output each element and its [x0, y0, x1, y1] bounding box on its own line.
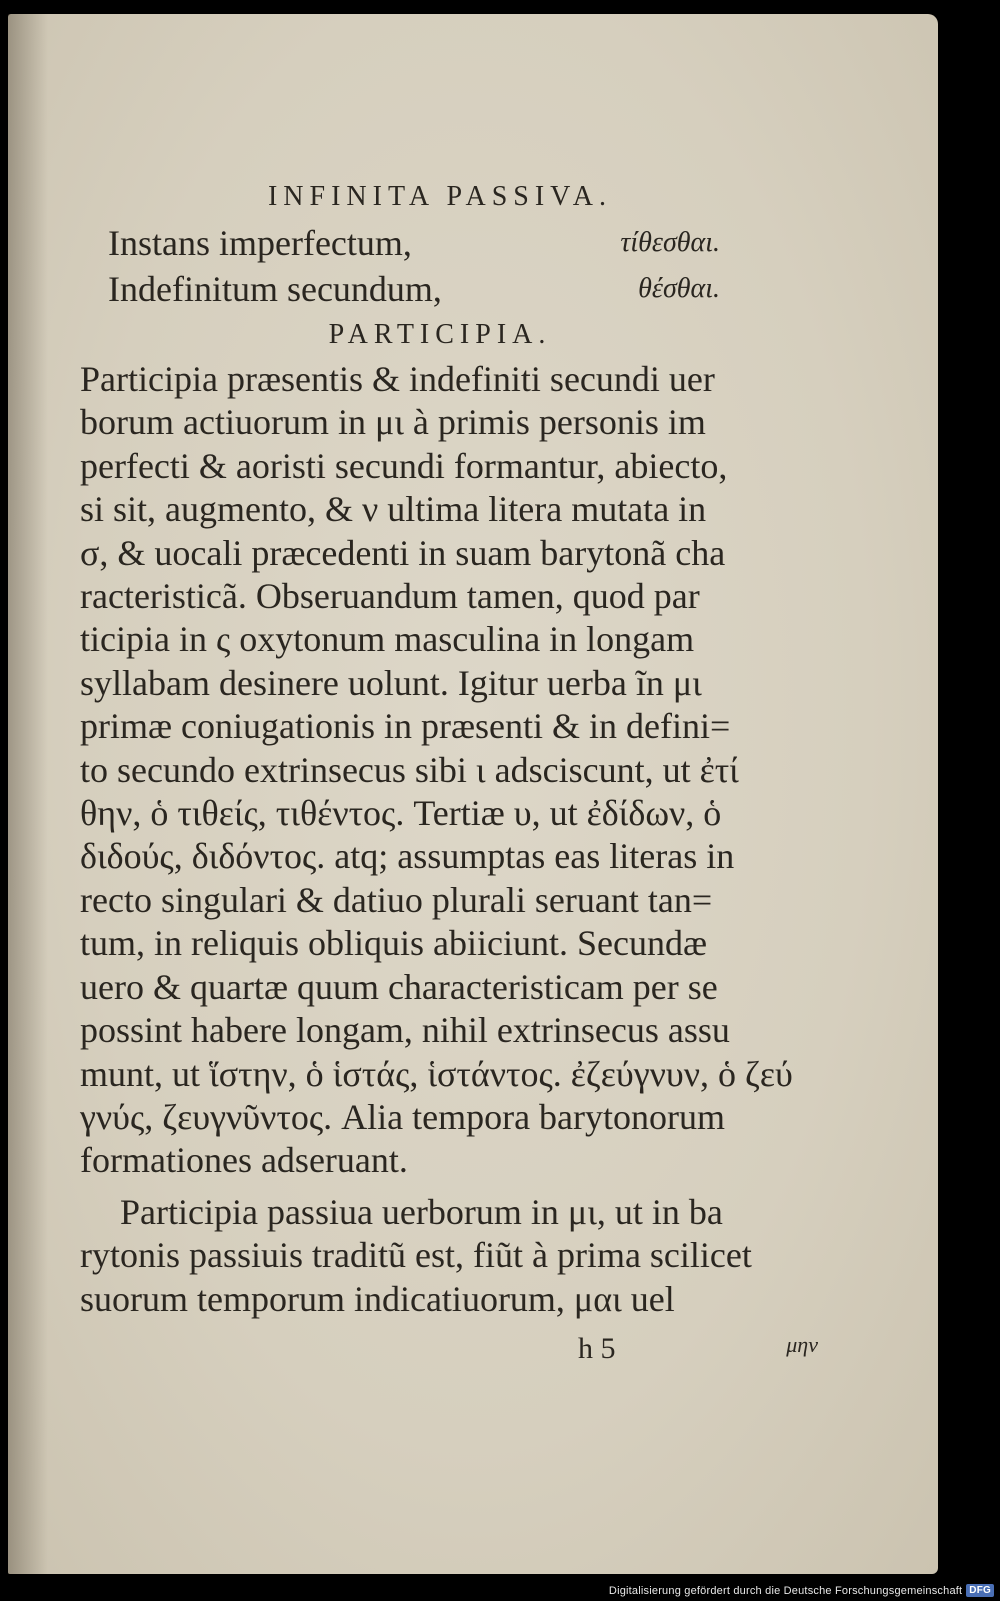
book-page: [8, 14, 938, 1574]
pair-latin: Indefinitum secundum,: [108, 269, 442, 309]
text-line: uero & quartæ quum characteristicam per se: [80, 966, 718, 1007]
digitization-credit: [609, 1584, 994, 1597]
text-line: διδούς, διδόντος. atq; assumptas eas literas in: [80, 836, 735, 877]
page-gutter-shadow: [8, 14, 48, 1574]
text-line: primæ coniugationis in præsenti & in defini=: [80, 706, 731, 747]
pair-latin: Instans imperfectum,: [108, 223, 412, 263]
text-line: γνύς, ζευγνῦντος. Alia tempora barytonorum: [80, 1096, 726, 1137]
pair-row-1: [80, 220, 800, 266]
text-line: possint habere longam, nihil extrinsecus assu: [80, 1010, 730, 1051]
text-line: munt, ut ἵστην, ὁ ἱστάς, ἱστάντος. ἐζεύγνυν, ὁ ζεύ: [80, 1053, 793, 1094]
text-line: racteristicã. Obseruandum tamen, quod par: [80, 576, 700, 617]
pair-row-2: [80, 266, 800, 312]
text-block: [80, 174, 800, 1321]
pair-greek: τίθεσθαι.: [620, 227, 720, 258]
text-line: borum actiuorum in μι à primis personis im: [80, 402, 706, 443]
pair-greek: θέσθαι.: [638, 273, 720, 304]
text-line: rytonis passiuis traditũ est, fiũt à prima scilicet: [80, 1235, 752, 1276]
text-line: tum, in reliquis obliquis abiiciunt. Secundæ: [80, 923, 707, 964]
text-line: suorum temporum indicatiuorum, μαι uel: [80, 1278, 675, 1319]
page-footer: [578, 1332, 818, 1366]
text-line: ticipia in ς oxytonum masculina in longam: [80, 619, 695, 660]
text-line: θην, ὁ τιθείς, τιθέντος. Tertiæ υ, ut ἐδίδων, ὁ: [80, 793, 722, 834]
text-line: syllabam desinere uolunt. Igitur uerba ĩn μι: [80, 662, 702, 703]
signature-mark: h 5: [578, 1332, 616, 1365]
text-line: Participia passiua uerborum in μι, ut in ba: [120, 1191, 723, 1232]
paragraph-2: [80, 1191, 800, 1321]
catchword: μην: [786, 1332, 818, 1357]
heading-participia: PARTICIPIA.: [328, 319, 552, 350]
text-line: Participia præsentis & indefiniti secundi uer: [80, 359, 715, 399]
heading-infinita-passiva: INFINITA PASSIVA.: [267, 181, 613, 212]
text-line: perfecti & aoristi secundi formantur, abiecto,: [80, 445, 728, 486]
text-line: si sit, augmento, & ν ultima litera mutata in: [80, 489, 707, 530]
text-line: formationes adseruant.: [80, 1140, 408, 1181]
dfg-logo: DFG: [966, 1584, 994, 1597]
text-line: recto singulari & datiuo plurali seruant tan=: [80, 879, 713, 920]
text-line: σ, & uocali præcedenti in suam barytonã cha: [80, 532, 726, 573]
text-line: to secundo extrinsecus sibi ι adsciscunt, ut ἐτί: [80, 749, 739, 790]
credit-text: Digitalisierung gefördert durch die Deutsche Forschungsgemeinschaft: [608, 1584, 963, 1597]
paragraph-1: [80, 358, 800, 1183]
